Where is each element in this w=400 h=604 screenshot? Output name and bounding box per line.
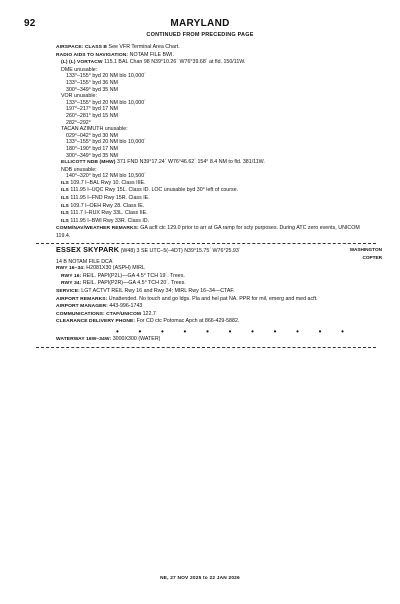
communications-label: COMMUNICATIONS: CTAF/UNICOM [56,311,142,317]
directory-content [56,44,382,351]
service-line [56,288,374,296]
runway-end-line [56,273,374,281]
vortac-label: (L) (L) VORTACW [61,60,103,66]
communications-line [56,311,374,319]
runway-end-label: RWY 16: [61,273,82,279]
runway-label: RWY 16–34: [56,266,85,272]
runway-line [56,265,374,273]
comm-remarks-text: GA acft ctc 129.0 prior to arr at GA ramp for scty purposes. During ATC zero events, UNICOM 119.4. [56,225,360,240]
continued-heading: CONTINUED FROM PRECEDING PAGE [146,32,254,38]
ils-text: 111.95 I–UQC Rwy 15L. Class ID. LOC unusable byd 30° left of course. [68,187,239,194]
separator-dot: • [206,326,209,336]
nav-detail-line: NDB unusable: [61,166,97,173]
separator-dot: • [318,326,322,336]
ils-line [56,195,374,203]
airspace-label: AIRSPACE: CLASS B [56,45,108,50]
ils-text: 111.95 I–FND Rwy 15R. Class IE. [68,195,150,202]
airspace-line [56,44,374,52]
ils-label: ILS [61,196,69,202]
nav-detail-line: DME unusable: [61,66,98,73]
communications-text: 122.7 [141,310,156,317]
page-number: 92 [24,18,36,29]
nav-detail-line: 300°–349° byd 35 NM [66,152,118,159]
nav-detail-line: 029°–042° byd 30 NM [66,132,118,139]
nav-detail-line: 133°–155° byd 36 NM [66,79,118,86]
vortac-text: 115.1 BAL Chan 98 N39°10.26´ W76°39.68´ at fld. 150/11W. [102,59,246,66]
ils-line [56,218,374,226]
airport-header [56,244,382,260]
clearance-line [56,318,374,326]
nav-detail-line: 133°–155° byd 20 NM blo 10,000´ [66,99,146,106]
ndb-label: ELLICOTT NDB (MHW) [61,160,116,166]
runway-end-text: REIL. PAPI(P2R)—GA 4.5° TCH 20´. Trees. [81,280,186,287]
ils-line [56,210,374,218]
helicopter-chart-name: COPTER [362,254,382,260]
clearance-label: CLEARANCE DELIVERY PHONE: [56,319,136,325]
airport-manager-line [56,303,374,311]
ils-label: ILS [61,188,69,194]
state-title: MARYLAND [170,18,230,29]
ils-text: 111.7 I–RUX Rwy 33L. Class IIE. [68,210,148,217]
vortac-line [56,59,374,67]
sectional-chart-name: WASHINGTON [349,246,382,252]
radio-aids-line [56,52,374,60]
comm-remarks-label: COMM/NAV/WEATHER REMARKS: [56,226,139,232]
ils-label: ILS [61,203,69,209]
waterway-line [56,336,374,344]
separator-dot: • [251,326,254,336]
airport-manager-text: 443-996-1743 [107,303,143,310]
airport-remarks-label: AIRPORT REMARKS: [56,296,108,302]
runway-end-line [56,280,374,288]
comm-remarks-line [56,225,374,239]
ils-text: 109.7 I–OEH Rwy 28. Class IE. [68,202,145,209]
separator-dot: • [296,326,299,336]
radio-aids-text: NOTAM FILE BWI. [128,51,174,58]
airport-line2: 14 B NOTAM FILE DCA [56,258,113,265]
ils-label: ILS [61,211,69,217]
ils-label: ILS [61,180,69,186]
nav-detail-line: 282°–292° [66,119,91,126]
section-divider [36,243,376,244]
ils-line [56,187,374,195]
ils-line [56,203,374,211]
nav-detail-line: 300°–349° byd 35 NM [66,86,118,93]
separator-dot: • [273,326,277,336]
airport-manager-label: AIRPORT MANAGER: [56,304,108,310]
nav-detail-line: TACAN AZIMUTH unusable: [61,126,128,133]
airport-remarks-line [56,296,374,304]
nav-detail-line: 180°–190° byd 17 NM [66,145,118,152]
nav-detail-line: 140°–320° byd 12 NM blo 10,500´ [66,173,146,180]
dot-separator [56,328,374,336]
nav-detail-line: 133°–155° byd 20 NM blo 10,000´ [66,139,146,146]
airport-ident-line: (W48) 3 SE UTC–5(–4DT) N39°15.75´ W76°25.93´ [119,247,241,254]
airport-name: ESSEX SKYPARK [56,244,120,254]
separator-dot: • [116,326,119,336]
ils-text: 109.7 I–BAL Rwy 10. Class IIIE. [68,179,146,186]
nav-detail-line: 260°–281° byd 15 NM [66,112,118,119]
airport-remarks-text: Unattended. No touch and go ldgs. Pla and hel pat NA. PPR for mil, emerg and med acft. [107,295,318,302]
separator-dot: • [138,326,142,336]
separator-dot: • [228,326,232,336]
airspace-text: See VFR Terminal Area Chart. [107,44,180,50]
waterway-label: WATERWAY 16W–34W: [56,336,112,342]
effective-dates-footer: NE, 27 NOV 2025 to 22 JAN 2026 [160,576,240,581]
runway-end-label: RWY 34: [61,281,82,287]
ils-line [56,180,374,188]
separator-dot: • [183,326,187,336]
waterway-text: 3000X300 (WATER) [111,335,161,342]
runway-text: H2081X30 (ASPH) MIRL [84,265,145,272]
nav-detail-line: 133°–155° byd 20 NM blo 10,000´ [66,73,146,80]
ils-label: ILS [61,218,69,224]
section-divider [36,347,376,348]
ndb-text: 371 FND N39°17.24´ W76°46.62´ 154° 8.4 NM to fld. 381/11W. [115,159,265,166]
clearance-text: For CD ctc Potomac Apch at 866-429-5882. [135,318,240,325]
nav-detail-line: 197°–217° byd 17 NM [66,106,118,113]
radio-aids-label: RADIO AIDS TO NAVIGATION: [56,52,129,58]
service-text: LGT ACTVT REIL Rwy 16 and Rwy 34; MIRL Rwy 16–34—CTAF. [79,288,235,294]
service-label: SERVICE: [56,289,80,294]
ndb-line [56,159,374,167]
separator-dot: • [161,326,164,336]
runway-end-text: REIL. PAPI(P2L)—GA 4.5° TCH 19´. Trees. [81,272,185,279]
separator-dot: • [341,326,344,336]
nav-detail-line: VOR unusable: [61,93,97,100]
ils-text: 111.95 I–BWI Rwy 33R. Class ID. [68,217,150,224]
